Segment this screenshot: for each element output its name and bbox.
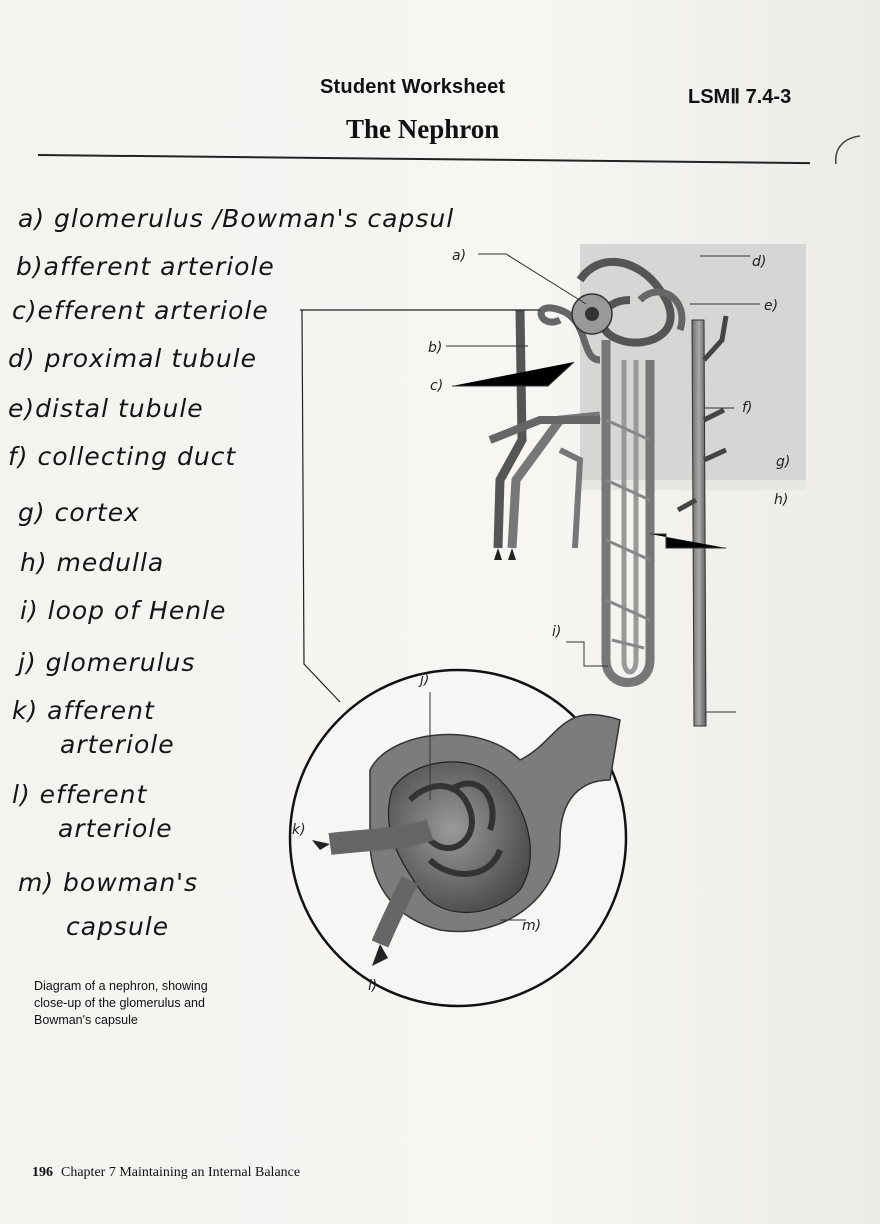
label-f: f) — [742, 400, 753, 416]
answer-d: d) proximal tubule — [8, 344, 258, 373]
chapter-title: Chapter 7 Maintaining an Internal Balance — [61, 1165, 301, 1180]
label-a: a) — [452, 248, 467, 264]
label-j: j) — [420, 672, 430, 688]
answer-l-cont: arteriole — [58, 814, 173, 843]
answer-b: b)afferent arteriole — [16, 252, 275, 281]
label-m: m) — [522, 918, 542, 934]
zoom-line-left — [302, 310, 340, 702]
answer-f: f) collecting duct — [8, 442, 237, 471]
answer-l: l) efferent — [12, 780, 148, 809]
collecting-duct — [692, 320, 706, 726]
label-d: d) — [752, 254, 767, 270]
label-e: e) — [764, 298, 779, 314]
glomerulus-core — [585, 307, 599, 321]
leader-loop — [650, 534, 726, 548]
page-subtitle: The Nephron — [346, 114, 500, 144]
label-g: g) — [776, 454, 791, 470]
label-k: k) — [292, 822, 306, 838]
worksheet-title: Student Worksheet — [320, 76, 506, 98]
answer-a: a) glomerulus /Bowman's capsul — [18, 204, 455, 233]
figure-caption: Diagram of a nephron, showing close-up of the glomerulus and Bowman's capsule — [34, 979, 208, 1027]
label-b: b) — [428, 340, 443, 356]
answer-k: k) afferent — [12, 696, 155, 725]
answer-j: j) glomerulus — [18, 648, 196, 677]
page-number: 196 — [32, 1165, 53, 1180]
page-footer — [32, 1165, 300, 1181]
page-edge-mark — [826, 130, 866, 170]
label-c: c) — [430, 378, 444, 394]
arrow-down-2 — [508, 548, 516, 560]
answer-g: g) cortex — [18, 498, 140, 527]
answer-h: h) medulla — [20, 548, 165, 577]
label-h: h) — [774, 492, 789, 508]
answer-m-cont: capsule — [66, 912, 170, 941]
vessel-loop — [560, 450, 580, 548]
label-l: l) — [368, 978, 378, 994]
label-i: i) — [552, 624, 562, 640]
afferent-vessel — [330, 830, 430, 844]
section-code: LSMⅡ 7.4-3 — [688, 86, 792, 108]
arrow-down-1 — [494, 548, 502, 560]
answer-m: m) bowman's — [18, 868, 199, 897]
answer-c: c)efferent arteriole — [12, 296, 269, 325]
answer-e: e)distal tubule — [8, 394, 204, 423]
leader-c — [452, 362, 574, 386]
leader-a — [478, 254, 586, 304]
answer-k-cont: arteriole — [60, 730, 175, 759]
answer-i: i) loop of Henle — [20, 596, 227, 625]
